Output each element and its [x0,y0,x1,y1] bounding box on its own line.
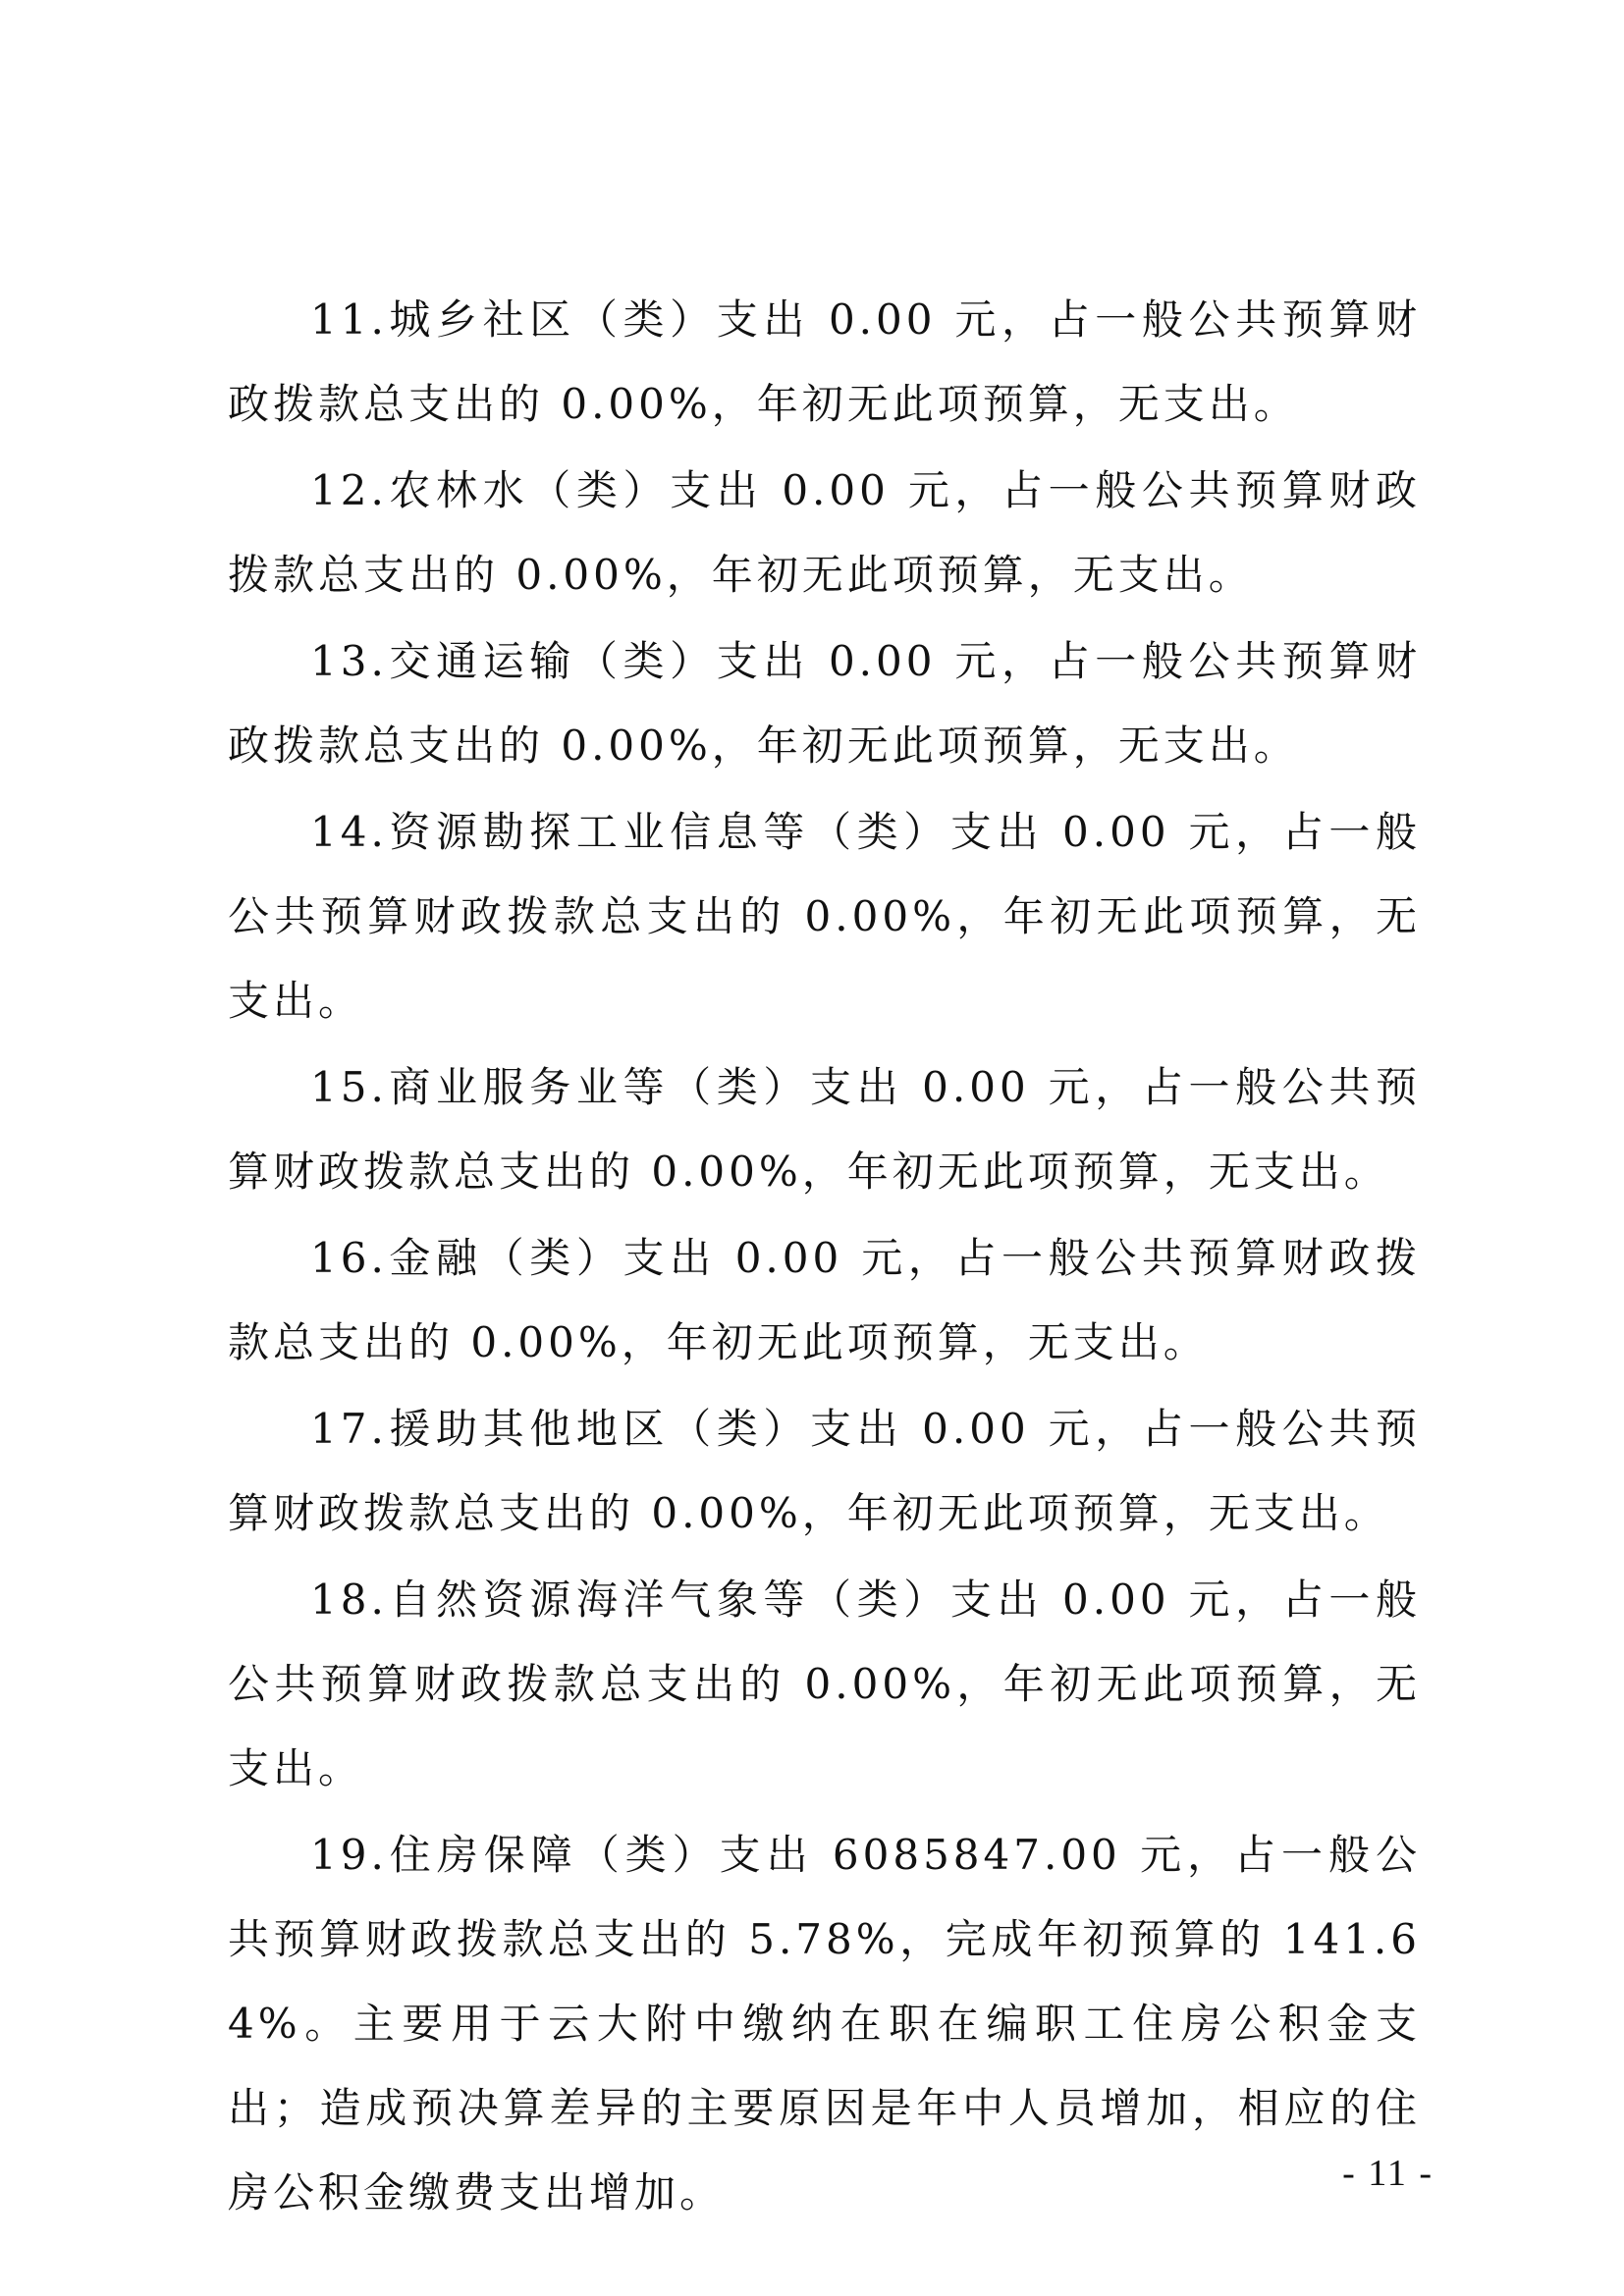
page-number: - 11 - [1342,2153,1434,2194]
paragraph-item-14: 14.资源勘探工业信息等（类）支出 0.00 元，占一般公共预算财政拨款总支出的 0.00%，年初无此项预算，无支出。 [228,808,1421,1025]
paragraph-item-11: 11.城乡社区（类）支出 0.00 元，占一般公共预算财政拨款总支出的 0.00%，年初无此项预算，无支出。 [228,295,1421,428]
paragraph-item-13: 13.交通运输（类）支出 0.00 元，占一般公共预算财政拨款总支出的 0.00%，年初无此项预算，无支出。 [228,637,1421,770]
paragraph-item-12: 12.农林水（类）支出 0.00 元，占一般公共预算财政拨款总支出的 0.00%，年初无此项预算，无支出。 [228,466,1421,599]
paragraph-item-18: 18.自然资源海洋气象等（类）支出 0.00 元，占一般公共预算财政拨款总支出的 0.00%，年初无此项预算，无支出。 [228,1575,1421,1792]
paragraph-item-19: 19.住房保障（类）支出 6085847.00 元，占一般公共预算财政拨款总支出的 5.78%，完成年初预算的 141.64%。主要用于云大附中缴纳在职在编职工住房公积金支出；造成预决算差异的主要原因是年中人员增加，相应的住房公积金缴费支出增加。 [228,1831,1421,2216]
paragraph-item-16: 16.金融（类）支出 0.00 元，占一般公共预算财政拨款总支出的 0.00%，年初无此项预算，无支出。 [228,1234,1421,1366]
document-body [228,278,1421,2237]
paragraph-item-17: 17.援助其他地区（类）支出 0.00 元，占一般公共预算财政拨款总支出的 0.00%，年初无此项预算，无支出。 [228,1405,1421,1537]
paragraph-item-15: 15.商业服务业等（类）支出 0.00 元，占一般公共预算财政拨款总支出的 0.00%，年初无此项预算，无支出。 [228,1063,1421,1196]
